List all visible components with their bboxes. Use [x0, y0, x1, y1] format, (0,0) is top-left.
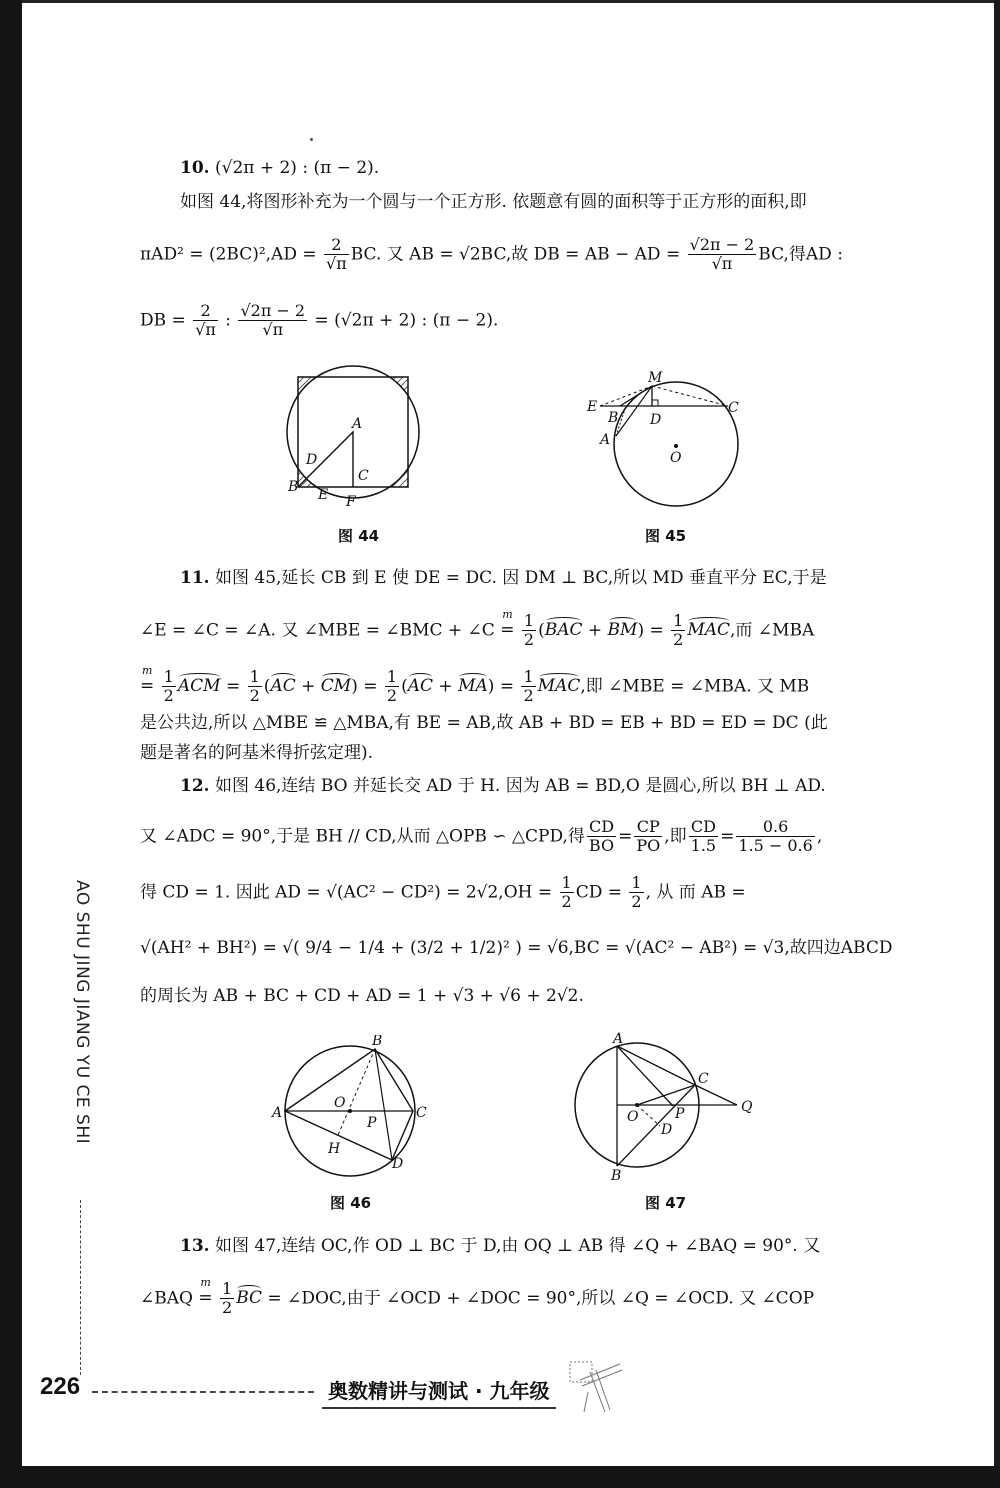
label-a: A — [352, 416, 363, 432]
caption-fig45: 图 45 — [645, 527, 687, 545]
q10-text: πAD² = (2BC)²,AD = — [140, 244, 323, 265]
q13-number: 13. — [180, 1236, 210, 1256]
figure-44 — [280, 365, 430, 515]
label-e: E — [318, 487, 329, 503]
label-a: A — [600, 432, 611, 448]
fraction-half: $\frac{1}{2}$ — [673, 611, 684, 650]
arc-bac: BAC — [544, 620, 583, 641]
arc-cm: CM — [320, 676, 352, 697]
q11-text: ∠E = ∠C = ∠A. 又 ∠MBE = ∠BMC + ∠C — [140, 620, 501, 641]
fraction-half: $\frac{1}{2}$ — [523, 611, 535, 650]
arc-ac: AC — [270, 676, 296, 697]
arc-acm: ACM — [177, 676, 221, 697]
line-cq — [695, 1085, 737, 1105]
label-p: P — [367, 1115, 377, 1131]
q11-text: ,即 ∠MBE = ∠MBA. 又 MB — [580, 676, 810, 697]
eq-m: m = — [500, 608, 515, 641]
q12-text: CD = — [575, 882, 628, 903]
q10-number: 10. — [180, 158, 210, 178]
label-a: A — [272, 1105, 283, 1121]
q11-number: 11. — [180, 568, 210, 588]
label-b: B — [372, 1035, 383, 1049]
label-m: M — [648, 370, 663, 386]
arc-bm: BM — [607, 620, 638, 641]
fraction-half: $\frac{1}{2}$ — [631, 873, 642, 912]
fraction-half: $\frac{1}{2}$ — [386, 667, 398, 706]
label-h: H — [328, 1141, 341, 1157]
scan-border-bottom — [0, 1466, 1000, 1488]
center-o — [674, 444, 678, 448]
q13-text: = ∠DOC,由于 ∠OCD + ∠DOC = 90°,所以 ∠Q = ∠OCD. 又 ∠COP — [262, 1288, 815, 1309]
right-angle — [652, 400, 658, 406]
sidebar-dashed-line — [80, 1200, 81, 1375]
arc-ac: AC — [407, 676, 434, 697]
speck — [310, 138, 313, 141]
arc-mac: MAC — [687, 620, 731, 641]
q12-text: 又 ∠ADC = 90°,于是 BH // CD,从而 △OPB ∽ △CPD,得 — [140, 826, 585, 847]
fraction-half: $\frac{1}{2}$ — [249, 667, 260, 706]
label-c: C — [358, 468, 369, 484]
label-b: B — [288, 479, 299, 495]
q11-line-3: m = $\frac{1}{2}$ ACM = $\frac{1}{2}$ (AC + CM) = $\frac{1}{2}$ (AC + MA) = $\frac{1}{2}$ MAC,即 ∠MBE = ∠MBA. 又 MB — [140, 664, 810, 706]
center-o — [348, 1109, 352, 1113]
line-mc — [652, 386, 728, 406]
fraction: $\frac{√2\pi - 2}{√\pi}$ — [240, 301, 306, 340]
q11-line-1 — [180, 570, 827, 587]
label-d: D — [306, 452, 318, 468]
line-ap — [617, 1046, 673, 1106]
diagonal-bd — [375, 1049, 392, 1160]
label-o: O — [334, 1095, 346, 1111]
fraction: $\frac{2}{√\pi}$ — [195, 301, 216, 340]
eq-m: m = — [140, 664, 155, 697]
figure-47 — [565, 1030, 765, 1180]
fraction-half: $\frac{1}{2}$ — [523, 667, 534, 706]
q12-line-5: 的周长为 AB + BC + CD + AD = 1 + √3 + √6 + 2√2. — [140, 986, 584, 1006]
fraction: $\frac{CP}{PO}$ — [636, 817, 661, 856]
q11-line-5: 题是著名的阿基米得折弦定理). — [140, 743, 374, 763]
q12-text: , 从 而 AB = — [645, 882, 746, 903]
label-a: A — [613, 1031, 624, 1047]
q12-line-3 — [140, 874, 746, 912]
fraction: $\frac{√2\pi - 2}{√\pi}$ — [689, 235, 755, 274]
label-c: C — [416, 1105, 427, 1121]
scan-border-right — [994, 0, 1000, 1488]
fraction-half: $\frac{1}{2}$ — [561, 873, 572, 912]
q10-intro: 如图 44,将图形补充为一个圆与一个正方形. 依题意有圆的面积等于正方形的面积,即 — [180, 192, 807, 212]
caption-fig46: 图 46 — [330, 1194, 372, 1212]
q12-text: ,即 — [664, 826, 687, 847]
label-f: F — [346, 494, 356, 510]
q13-line-1 — [180, 1238, 820, 1255]
footer-dashed-line — [92, 1391, 314, 1393]
eq-m: m = — [198, 1276, 213, 1309]
fraction-half: $\frac{1}{2}$ — [222, 1279, 233, 1318]
line-od — [637, 1105, 660, 1126]
arc-bc: BC — [236, 1288, 263, 1309]
arc-mac: MAC — [537, 676, 581, 697]
q10-text: BC. 又 AB = √2BC,故 DB = AB − AD = — [350, 244, 686, 265]
q11-line-4: 是公共边,所以 △MBE ≌ △MBA,有 BE = AB,故 AB + BD = EB + BD = ED = DC (此 — [140, 713, 828, 733]
fraction: $\frac{0.6}{1.5 - 0.6}$ — [738, 817, 813, 856]
label-b: B — [608, 410, 619, 426]
fraction-half: $\frac{1}{2}$ — [163, 667, 174, 706]
q12-text: 得 CD = 1. 因此 AD = √(AC² − CD²) = 2√2,OH = — [140, 882, 558, 903]
line-am — [616, 386, 652, 436]
scan-border-top — [0, 0, 1000, 3]
line-ac — [617, 1046, 695, 1085]
q12-number: 12. — [180, 776, 210, 796]
q12-line-2: 又 ∠ADC = 90°,于是 BH // CD,从而 △OPB ∽ △CPD,得 $\frac{CD}{BO}$ = $\frac{CP}{PO}$ ,即 $\frac{CD}{1.5}$ = $\frac{0.6}{1.5 - 0.6}$ , — [140, 817, 823, 856]
label-p: P — [675, 1106, 685, 1122]
book-title: 奥数精讲与测试 · 九年级 — [322, 1375, 556, 1409]
q11-text: ,而 ∠MBA — [730, 620, 815, 641]
q10-text: = (√2π + 2) : (π − 2). — [309, 310, 499, 331]
q13-line-2 — [140, 1276, 815, 1318]
q10-line-3: DB = $\frac{2}{√\pi}$ : $\frac{√2\pi - 2}{√\pi}$ = (√2π + 2) : (π − 2). — [140, 301, 499, 340]
figure-46 — [270, 1035, 440, 1185]
arc-ma: MA — [458, 676, 488, 697]
sidebar-series-title — [70, 880, 94, 1200]
caption-fig44: 图 44 — [338, 527, 380, 545]
q10-text: DB = — [140, 310, 192, 331]
center-o — [635, 1103, 639, 1107]
fraction: $\frac{CD}{1.5}$ — [690, 817, 717, 856]
q13-text: 如图 47,连结 OC,作 OD ⊥ BC 于 D,由 OQ ⊥ AB 得 ∠Q + ∠BAQ = 90°. 又 — [214, 1236, 821, 1256]
label-b: B — [611, 1168, 622, 1180]
q11-line-2: ∠E = ∠C = ∠A. 又 ∠MBE = ∠BMC + ∠C m = $\frac{1}{2}$ (BAC + BM) = $\frac{1}{2}$ MAC,而 ∠MBA — [140, 608, 815, 650]
page-number: 226 — [40, 1373, 81, 1400]
q10-answer-line — [180, 160, 379, 177]
q11-text: 如图 45,延长 CB 到 E 使 DE = DC. 因 DM ⊥ BC,所以 MD 垂直平分 EC,于是 — [214, 568, 827, 588]
label-d: D — [650, 412, 662, 428]
q12-line-4: √(AH² + BH²) = √( 9/4 − 1/4 + (3/2 + 1/2)² ) = √6,BC = √(AC² − AB²) = √3,故四边ABCD — [140, 938, 893, 958]
fraction: $\frac{2}{√\pi}$ — [326, 235, 347, 274]
line-bc — [617, 1085, 695, 1166]
label-d: D — [661, 1122, 673, 1138]
q10-line-2 — [140, 236, 843, 274]
q13-text: ∠BAQ — [140, 1288, 199, 1309]
label-c: C — [728, 400, 739, 416]
label-q: Q — [741, 1099, 753, 1115]
q12-line-1 — [180, 778, 826, 795]
q12-text: 如图 46,连结 BO 并延长交 AD 于 H. 因为 AB = BD,O 是圆心,所以 BH ⊥ AD. — [214, 776, 826, 796]
label-e: E — [587, 399, 598, 415]
scan-border-left — [0, 0, 22, 1488]
pencil-icon — [560, 1352, 640, 1432]
label-o: O — [627, 1109, 639, 1125]
sidebar-text: AO SHU JING JIANG YU CE SHI — [72, 880, 92, 1145]
label-o: O — [670, 450, 682, 466]
label-c: C — [698, 1071, 709, 1087]
q10-answer: (√2π + 2) : (π − 2). — [214, 158, 380, 178]
figure-45 — [580, 362, 760, 522]
caption-fig47: 图 47 — [645, 1194, 687, 1212]
q10-text: BC,得AD : — [758, 244, 843, 265]
label-d: D — [392, 1156, 404, 1172]
fraction: $\frac{CD}{BO}$ — [588, 817, 615, 856]
line-oc — [637, 1085, 695, 1105]
